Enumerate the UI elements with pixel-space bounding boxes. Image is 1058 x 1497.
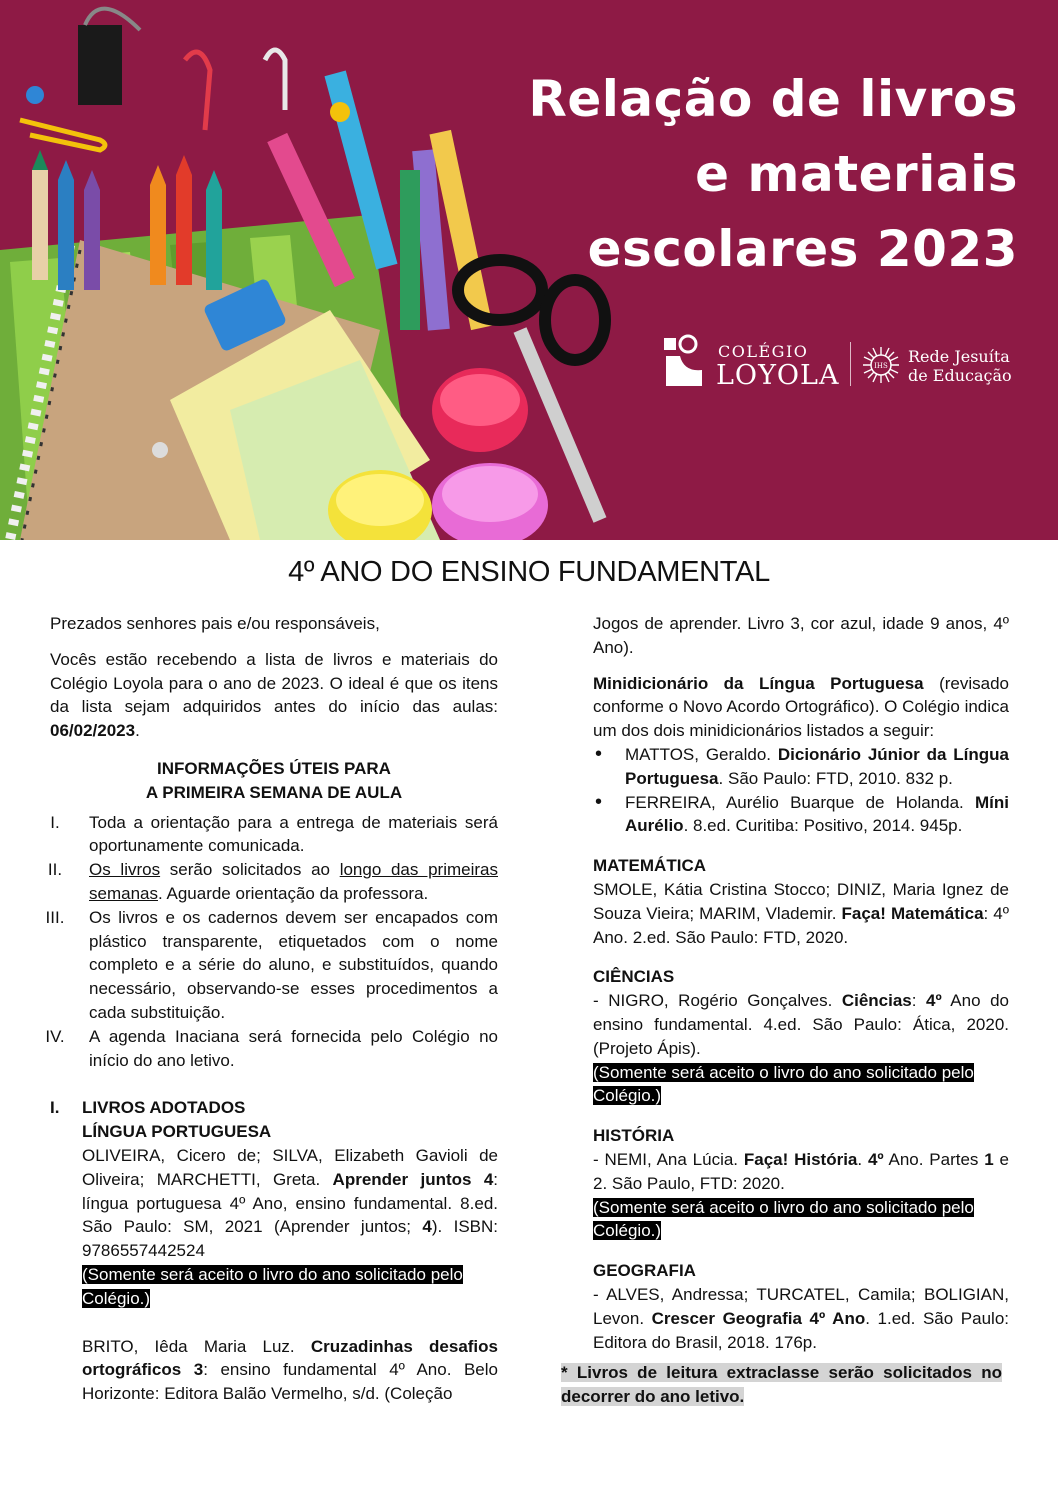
logo-rede-jesuita-text [908,347,1012,385]
dictionary-item [593,791,1009,839]
logo-rede-line: de Educação [908,366,1012,385]
book-text: : 4º Ano. 2.ed. São Paulo: FTD, 2020. [593,903,1009,947]
book-title: Aprender juntos 4 [332,1169,494,1189]
dict-text: MATTOS, Geraldo. [625,744,778,764]
logos [662,330,1022,394]
paper-clip-image [265,50,285,110]
banner-title [458,62,1018,287]
banner-title-line: escolares 2023 [587,220,1018,278]
book-text: . 1.ed. São Paulo: Editora do Brasil, 2018. 176p. [593,1308,1010,1352]
note-highlight: (Somente será aceito o livro do ano solicitado pelo Colégio.) [82,1264,463,1308]
section-title-livros-adotados [50,1096,498,1120]
subject-title: LÍNGUA PORTUGUESA [82,1122,272,1142]
intro-date: 06/02/2023 [50,721,136,741]
right-column [593,612,1009,1354]
info-item-text: serão solicitados ao [160,860,340,880]
pushpin-image [26,86,44,104]
logo-colegio-text: COLÉGIO [718,342,809,361]
book-entry-continued: Jogos de aprender. Livro 3, cor azul, idade 9 anos, 4º Ano). [593,614,1009,657]
paper-clip-image [20,120,105,150]
book-entry [50,1335,498,1406]
book-text: e 2. São Paulo, FTD: 2020. [593,1149,1009,1193]
info-item [47,858,498,906]
logo-rede-line: Rede Jesuíta [908,347,1010,366]
minidicionario-paragraph [593,672,1009,743]
book-text: : ensino fundamental 4º Ano. Belo Horizonte: Editora Balão Vermelho, s/d. (Coleção [82,1360,498,1404]
section-title: LIVROS ADOTADOS [82,1098,246,1118]
page-title: 4º ANO DO ENSINO FUNDAMENTAL [288,556,770,588]
info-item-number: II. [47,860,63,880]
footnote [561,1361,1002,1409]
header-banner [0,0,1058,540]
dict-title: Míni Aurélio [625,792,1009,836]
pushpin-image [152,442,168,458]
book-title: Ciências [841,991,912,1011]
book-title: Cruzadinhas desafios ortográficos 3 [82,1336,498,1380]
info-heading-line: INFORMAÇÕES ÚTEIS PARA [157,758,391,778]
minidicionario-text: (revisado conforme o Novo Acordo Ortográfico). O Colégio indica um dos dois minidicionários listados a seguir: [593,673,1010,741]
dict-text: FERREIRA, Aurélio Buarque de Holanda. [625,792,975,812]
info-item-text: A agenda Inaciana será fornecida pelo Colégio no início do ano letivo. [89,1026,498,1070]
dict-text: . 8.ed. Curitiba: Positivo, 2014. 945p. [683,816,963,836]
book-title: Faça! Matemática [841,903,984,923]
subject-geografia-title: GEOGRAFIA [593,1261,696,1281]
info-list [45,811,498,1073]
book-text: - NEMI, Ana Lúcia. [593,1149,744,1169]
left-column [45,612,499,1406]
book-note [593,1196,1009,1244]
book-text: OLIVEIRA, Cicero de; SILVA, Elizabeth Gavioli de Oliveira; MARCHETTI, Greta. [82,1145,498,1189]
banner-title-line: e materiais [695,145,1018,203]
book-text: SMOLE, Kátia Cristina Stocco; DINIZ, Maria Ignez de Souza Vieira; MARIM, Vlademir. [593,879,1009,923]
info-item [45,906,498,1025]
book-text: : língua portuguesa 4º Ano, ensino fundamental. 8.ed. São Paulo: SM, 2021 (Aprender juntos; [82,1169,499,1237]
intro-text: Vocês estão recebendo a lista de livros e materiais do Colégio Loyola para o ano de 2023. O ideal é que os itens da lista sejam adquiridos antes do início das aulas: [50,649,498,717]
info-heading [50,757,498,805]
intro-paragraph [50,648,498,743]
book-entry [593,1283,1009,1354]
section-number: I. [50,1098,60,1118]
book-grade: 4º [926,991,942,1011]
minidicionario-title: Minidicionário da Língua Portuguesa [593,673,924,693]
note-highlight: (Somente será aceito o livro do ano solicitado pelo Colégio.) [593,1062,974,1106]
book-volume: 4 [422,1217,432,1237]
note-highlight: (Somente será aceito o livro do ano solicitado pelo Colégio.) [593,1197,974,1241]
greeting: Prezados senhores pais e/ou responsáveis, [50,614,380,633]
logo-loyola-text: LOYOLA [716,360,840,391]
book-part: 1 [984,1149,994,1169]
subject-lingua-portuguesa [50,1120,498,1144]
dictionary-item [593,743,1009,791]
dict-title: Dicionário Júnior da Língua Portuguesa [625,744,1009,788]
book-entry [50,1144,498,1263]
info-item [45,1025,498,1073]
ihs-monogram: IHS [874,362,888,370]
banner-title-line: Relação de livros [528,70,1018,128]
info-item-number: IV. [45,1026,65,1046]
subject-historia-title: HISTÓRIA [593,1126,675,1146]
info-item-text: . Aguarde orientação da professora. [157,883,429,903]
book-text: - NIGRO, Rogério Gonçalves. [593,991,842,1011]
info-heading-line: A PRIMEIRA SEMANA DE AULA [145,782,403,802]
book-text: Ano. Partes [883,1149,985,1169]
info-item-text: Os livros e os cadernos devem ser encapados com plástico transparente, etiquetados com o nome completo e a série do aluno, e substituídos, quando necessário, observando-se esses procedimentos a cada substituição. [89,907,498,1022]
dictionary-list [593,743,1009,838]
intro-end: . [135,721,140,741]
dict-text: . São Paulo: FTD, 2010. 832 p. [718,768,953,788]
footnote-text: * Livros de leitura extraclasse serão solicitados no decorrer do ano letivo. [561,1363,1002,1406]
info-item-text: Toda a orientação para a entrega de materiais será oportunamente comunicada. [89,812,498,856]
pushpin-image [330,102,350,122]
subject-matematica-title: MATEMÁTICA [593,856,706,876]
book-title: Faça! História [743,1149,858,1169]
logo-divider [850,342,851,386]
book-entry [593,878,1009,949]
book-text: ). ISBN: 9786557442524 [82,1217,498,1261]
subject-ciencias-title: CIÊNCIAS [593,967,675,987]
book-text: - ALVES, Andressa; TURCATEL, Camila; BOLIGIAN, Levon. [593,1284,1009,1328]
book-text: BRITO, Iêda Maria Luz. [82,1336,311,1356]
info-item-number: III. [45,907,65,927]
rede-jesuita-sun-icon [862,346,900,384]
book-grade: 4º [867,1149,884,1169]
book-entry [593,989,1009,1060]
book-entry [593,1148,1009,1196]
info-item [50,811,498,859]
info-item-underlined: Os livros [89,860,161,880]
book-text: Ano do ensino fundamental. 4.ed. São Paulo: Ática, 2020. (Projeto Ápis). [593,991,1009,1058]
binder-clip-image [78,9,140,105]
paper-clip-image [185,52,210,130]
book-title: Crescer Geografia 4º Ano [651,1308,866,1328]
book-text: : [911,991,927,1011]
colegio-loyola-logo-icon [662,330,706,390]
book-text: . [857,1149,868,1169]
book-note [593,1061,1009,1109]
book-note [50,1263,498,1311]
info-item-number: I. [50,812,60,832]
info-item-underlined: longo das primeiras semanas [89,860,498,903]
